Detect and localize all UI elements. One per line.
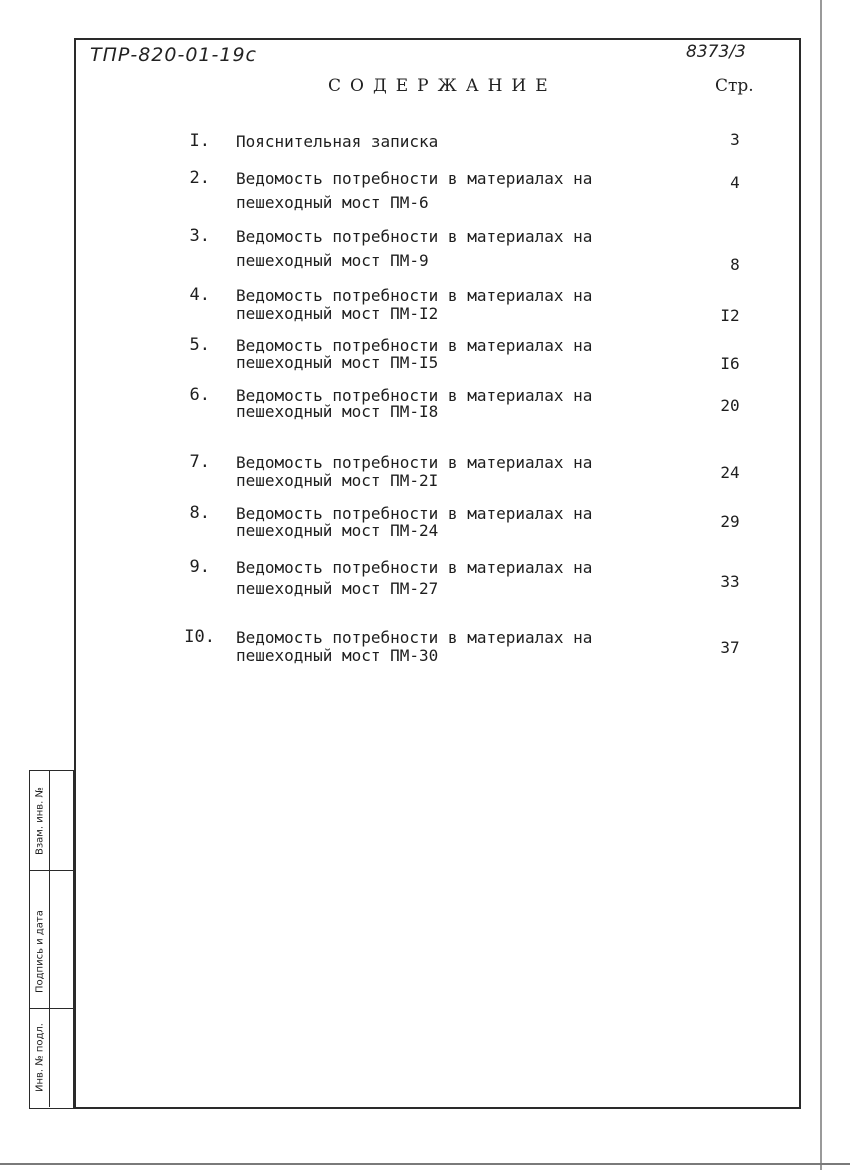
toc-item — [0, 384, 800, 444]
toc-item — [0, 626, 800, 686]
toc-item-line2: пешеходный мост ПМ-27 — [236, 579, 439, 598]
toc-item-number: I0. — [184, 627, 215, 647]
toc-item-number: 5. — [189, 335, 210, 355]
toc-item-page: I6 — [720, 354, 740, 373]
toc-title: СОДЕРЖАНИЕ — [328, 76, 557, 96]
toc-item-page: 24 — [720, 463, 740, 482]
toc-item-line2: пешеходный мост ПМ-I8 — [236, 402, 439, 421]
toc-item — [0, 225, 800, 285]
toc-item-page: 3 — [730, 130, 740, 149]
stamp-cell — [30, 771, 73, 871]
toc-item-page: 33 — [720, 572, 740, 591]
toc-item-line2: пешеходный мост ПМ-I5 — [236, 353, 439, 372]
page-column-label: Стр. — [715, 76, 754, 96]
toc-item-line1: Ведомость потребности в материалах на — [236, 386, 593, 405]
toc-item-number: 4. — [189, 285, 210, 305]
toc-item-line2: пешеходный мост ПМ-2I — [236, 471, 439, 490]
toc-item-line2: пешеходный мост ПМ-6 — [236, 193, 429, 212]
toc-item — [0, 502, 800, 562]
toc-item-page: I2 — [720, 306, 740, 325]
toc-item-line1: Ведомость потребности в материалах на — [236, 336, 593, 355]
stamp-cell — [30, 871, 73, 1009]
toc-item-number: 2. — [189, 168, 210, 188]
toc-item-page: 8 — [730, 255, 740, 274]
sheet-edge-bottom — [0, 1163, 850, 1165]
stamp-label: Взам. инв. № — [34, 787, 46, 855]
toc-item-page: 29 — [720, 512, 740, 531]
toc-item-line1: Ведомость потребности в материалах на — [236, 453, 593, 472]
toc-item-page: 4 — [730, 173, 740, 192]
toc-item-line1: Ведомость потребности в материалах на — [236, 227, 593, 246]
toc-item-line1: Пояснительная записка — [236, 132, 439, 151]
toc-item-line1: Ведомость потребности в материалах на — [236, 286, 593, 305]
toc-item — [0, 556, 800, 616]
toc-item-number: 7. — [189, 452, 210, 472]
toc-item-number: 6. — [189, 385, 210, 405]
toc-item-line1: Ведомость потребности в материалах на — [236, 169, 593, 188]
stamp-label: Подпись и дата — [34, 910, 46, 993]
toc-item-page: 37 — [720, 638, 740, 657]
stamp-label: Инв. № подл. — [34, 1023, 46, 1092]
toc-item-number: 3. — [189, 226, 210, 246]
toc-item-line1: Ведомость потребности в материалах на — [236, 628, 593, 647]
sheet-edge-right — [820, 0, 822, 1170]
toc-item-line1: Ведомость потребности в материалах на — [236, 504, 593, 523]
toc-item-line2: пешеходный мост ПМ-24 — [236, 521, 439, 540]
sheet-code: 8373/3 — [686, 42, 746, 62]
toc-item-line1: Ведомость потребности в материалах на — [236, 558, 593, 577]
toc-item-line2: пешеходный мост ПМ-I2 — [236, 304, 439, 323]
toc-item-page: 20 — [720, 396, 740, 415]
stamp-cell — [30, 1009, 73, 1107]
toc-item-number: 8. — [189, 503, 210, 523]
document-code: ТПР-820-01-19с — [90, 44, 257, 66]
toc-item-line2: пешеходный мост ПМ-9 — [236, 251, 429, 270]
toc-item-line2: пешеходный мост ПМ-30 — [236, 646, 439, 665]
toc-item-number: 9. — [189, 557, 210, 577]
toc-item-number: I. — [189, 131, 210, 151]
side-stamp — [29, 770, 74, 1109]
toc-item — [0, 167, 800, 227]
